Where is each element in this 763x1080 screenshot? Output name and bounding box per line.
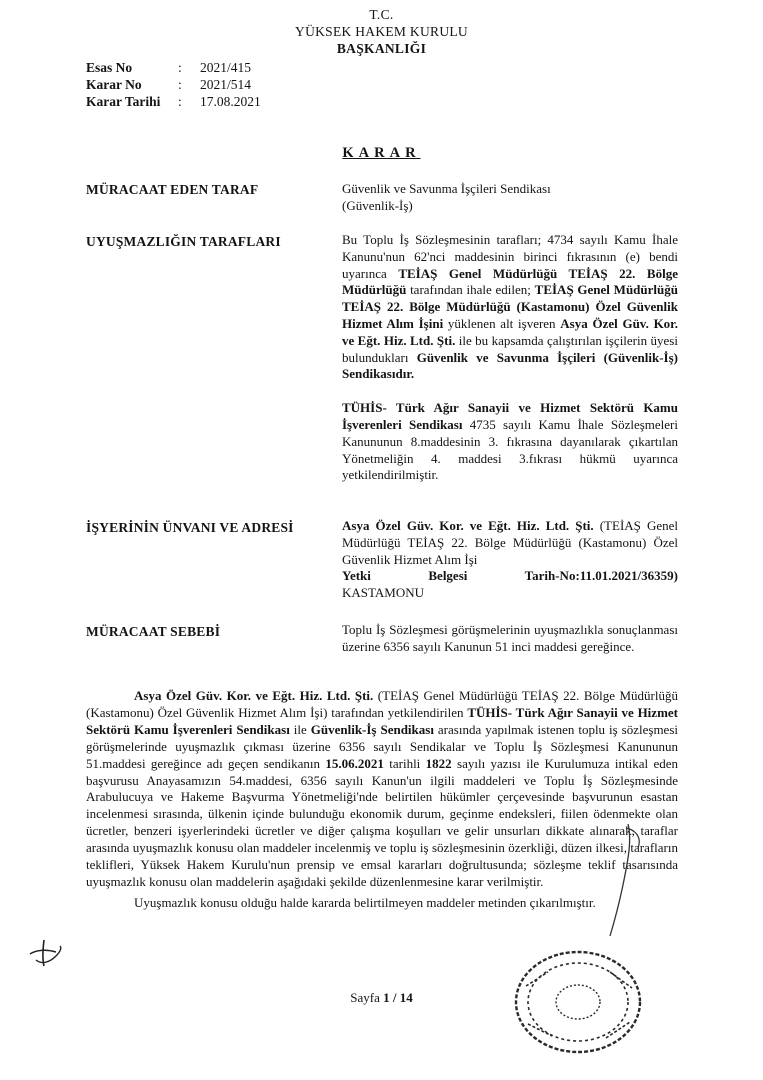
meta-row-esas: Esas No : 2021/415 [86,60,252,75]
decision-title: KARAR [342,145,421,161]
meta-label: Esas No [86,60,133,75]
page-number: Sayfa 1 / 14 [350,990,413,1005]
parties-paragraph-2: TÜHİS- Türk Ağır Sanayii ve Hizmet Sektörü Kamu İşverenleri Sendikası 4735 sayılı Kamu İhale Sözleşmeleri Kanununun 8.maddesinin 3. fıkrasına dayanılarak çıkartılan Yönetmeliğin 4. maddesi 3.fıkrası hükmü uyarınca yetkilendirilmiştir. [342,400,679,483]
reason-value: Toplu İş Sözleşmesi görüşmelerinin uyuşmazlıkla sonuçlanması üzerine 6356 sayılı Kanunun 51 inci maddesi gereğince. [342,622,678,654]
body-paragraph-1: Asya Özel Güv. Kor. ve Eğt. Hiz. Ltd. Şti. (TEİAŞ Genel Müdürlüğü TEİAŞ 22. Bölge Müdürlüğü (Kastamonu) Özel Güvenlik Hizmet Alım İşi) tarafından yetkilendirilen TÜHİS- Türk Ağır Sanayii ve Hizmet Sektörü Kamu İşverenleri Sendikası ile Güvenlik-İş Sendikası arasında yapılmak istenen toplu iş sözleşmesi görüşmelerinde uyuşmazlık çıkması üzerine 6356 sayılı Sendikalar ve Toplu İş Sözleşmesi Kanununun 51.maddesi gereğince adı geçen sendikanın 15.06.2021 tarihli 1822 sayılı yazısı ile Kurulumuza intikal eden başvurusu Anayasamızın 54.maddesi, 6356 sayılı Kanun'un ilgili maddeleri ve Toplu İş Sözleşmesinde Arabulucuya ve Hakeme Başvurma Yönetmeliği'nde belirtilen hükümler çerçevesinde başvurunun esastan incelenmesi sırasında, ülkenin içinde bulunduğu ekonomik durum, geçinme endeksleri, fiilen ödenmekte olan ücretler, benzeri işyerlerindeki ücretler ve diğer çalışma koşulları ve gelir unsurları dikkate alınarak, taraflar arasında uyuşmazlık konusu olan maddeler incelenmiş ve toplu iş sözleşmesinin özerkliği, düzen ilkesi, tarafların teklifleri, Yüksek Hakem Kurulu'nun prensip ve emsal kararları doğrultusunda; sözleşme teklif tasarısında uyuşmazlık konusu olan maddelerin aşağıdaki şekilde düzenlenmesine karar verilmiştir. [86,688,679,889]
applicant-label: MÜRACAAT EDEN TARAF [86,182,259,197]
workplace-value: Asya Özel Güv. Kor. ve Eğt. Hiz. Ltd. Şti. (TEİAŞ Genel Müdürlüğü TEİAŞ 22. Bölge Müdürlüğü (Kastamonu) Özel Güvenlik Hizmet Alım İşi Yetki Belgesi Tarih-No:11.01.2021/36359) KASTAMONU [342,518,678,601]
body-paragraph-2: Uyuşmazlık konusu olduğu halde kararda belirtilmeyen maddeler metinden çıkarılmıştır. [134,894,596,910]
parties-paragraph-1: Bu Toplu İş Sözleşmesinin tarafları; 4734 sayılı Kamu İhale Kanunu'nun 62'nci maddesinin birinci fıkrasının (e) bendi uyarınca TEİAŞ Genel Müdürlüğü TEİAŞ 22. Bölge Müdürlüğü tarafından ihale edilen; TEİAŞ Genel Müdürlüğü TEİAŞ 22. Bölge Müdürlüğü (Kastamonu) Özel Güvenlik Hizmet Alım İşini yüklenen alt işveren Asya Özel Güv. Kor. ve Eğt. Hiz. Ltd. Şti. ile bu kapsamda çalıştırılan işçilerin üyesi bulundukları Güvenlik ve Savunma İşçileri (Güvenlik-İş) Sendikasıdır. [342,232,679,382]
decision-body [86,688,678,912]
meta-row-tarih: Karar Tarihi : 17.08.2021 [86,94,261,109]
header-presidency: BAŞKANLIĞI [336,41,427,56]
handwritten-initial-icon [26,932,70,972]
parties-value [342,232,678,484]
meta-label: Karar No [86,77,142,92]
workplace-label: İŞYERİNİN ÜNVANI VE ADRESİ [86,520,294,535]
case-meta [86,59,261,110]
meta-row-karar: Karar No : 2021/514 [86,77,252,92]
applicant-value: Güvenlik ve Savunma İşçileri Sendikası (Güvenlik-İş) [342,181,551,213]
meta-value: 2021/415 [200,60,252,75]
meta-value: 2021/514 [200,77,252,92]
signature-stroke-icon [598,820,658,940]
meta-label: Karar Tarihi [86,94,161,109]
reason-label: MÜRACAAT SEBEBİ [86,624,221,639]
meta-value: 17.08.2021 [200,94,261,109]
header-institution: YÜKSEK HAKEM KURULU [295,24,468,39]
parties-label: UYUŞMAZLIĞIN TARAFLARI [86,234,281,249]
header-tc: T.C. [369,7,394,22]
